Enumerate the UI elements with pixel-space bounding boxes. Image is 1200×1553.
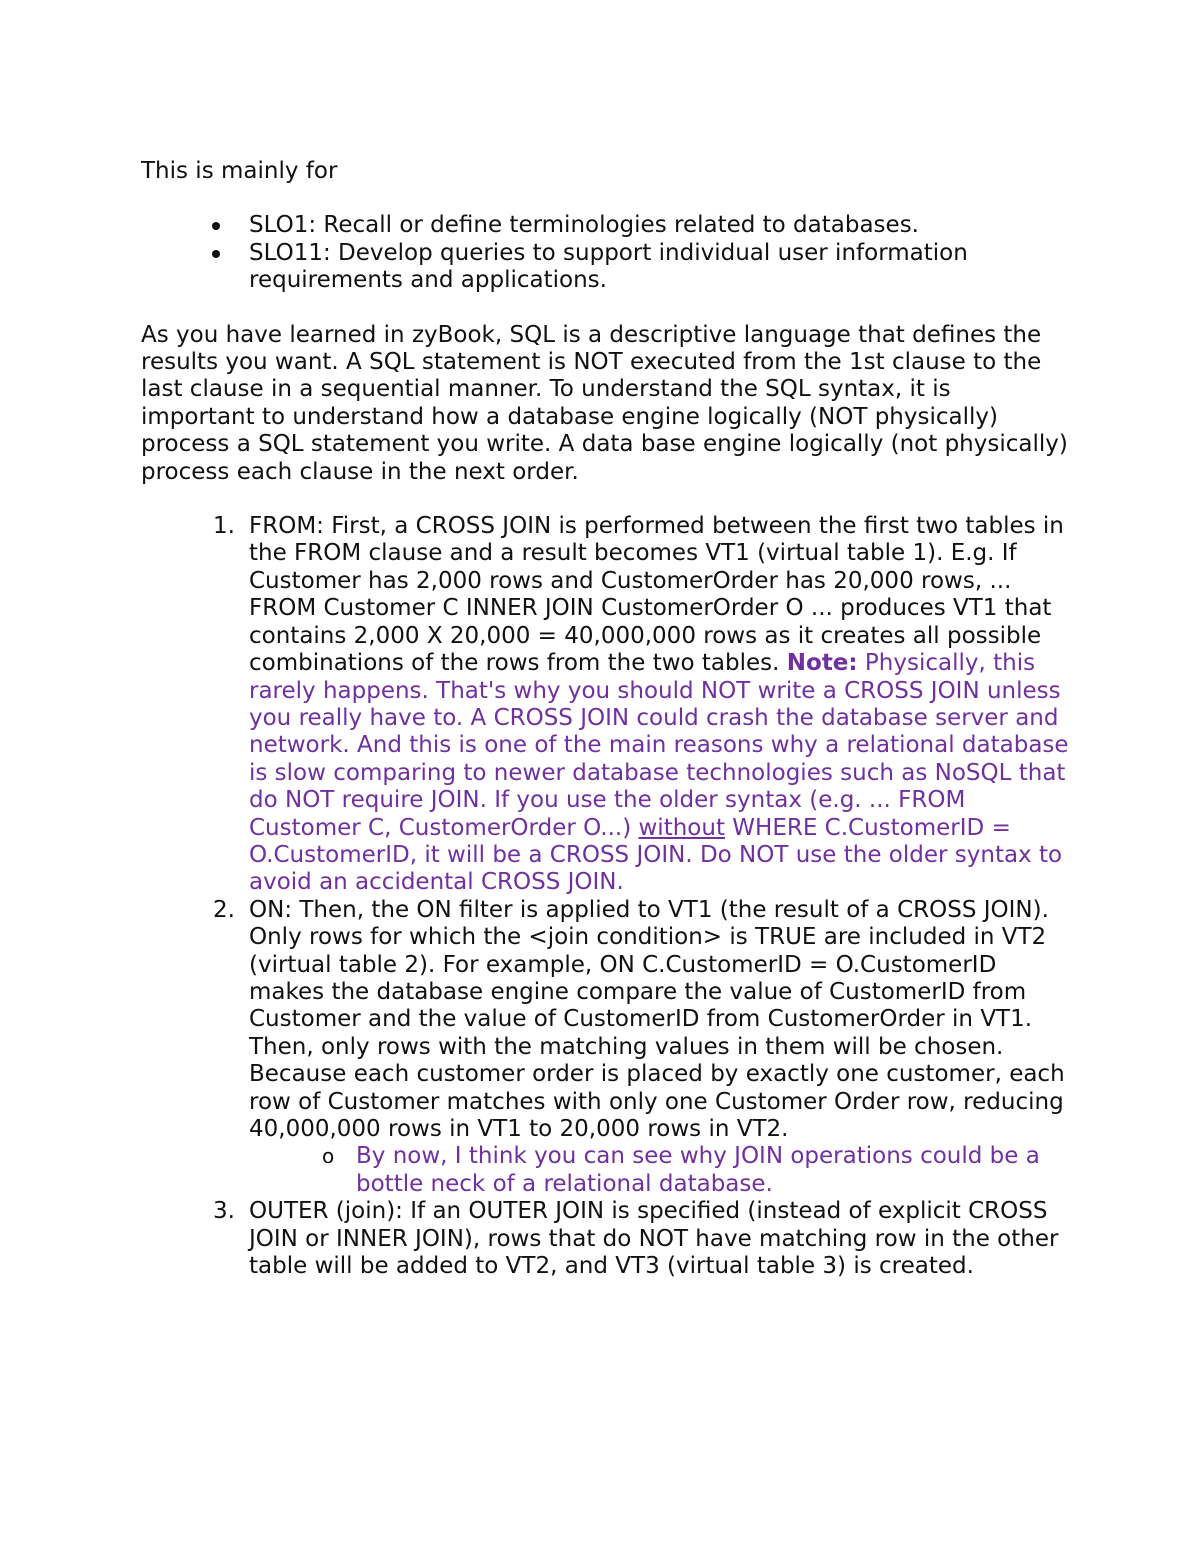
slo-list xyxy=(141,212,1071,294)
intro-line: This is mainly for xyxy=(141,158,338,184)
sub-bullet-text: By now, I think you can see why JOIN operations could be a bottle neck of a relational database. xyxy=(356,1143,1040,1197)
filled-bullet-icon xyxy=(212,222,220,230)
body-paragraph: As you have learned in zyBook, SQL is a descriptive language that defines the results you want. A SQL statement is NOT executed from the 1st clause to the last clause in a sequential manner. To understand the SQL syntax, it is important to understand how a database engine logically (NOT physically) process a SQL statement you write. A data base engine logically (not physically) process each clause in the next order. xyxy=(141,321,1068,485)
step-text: OUTER (join): If an OUTER JOIN is specified (instead of explicit CROSS JOIN or INNER JOIN), rows that do NOT have matching row in the other table will be added to VT2, and VT3 (virtual table 3) is created. xyxy=(249,1198,1059,1280)
step-number: 2. xyxy=(213,896,235,923)
document-page xyxy=(141,158,1071,1280)
step-text: ON: Then, the ON filter is applied to VT1 (the result of a CROSS JOIN). Only rows for which the <join condition> is TRUE are included in VT2 (virtual table 2). For example, ON C.CustomerID = O.CustomerID makes the database engine compare the value of CustomerID from Customer and the value of CustomerID from CustomerOrder in VT1. Then, only rows with the matching values in them will be chosen. Because each customer order is placed by exactly one customer, each row of Customer matches with only one Customer Order row, reducing 40,000,000 rows in VT1 to 20,000 rows in VT2. xyxy=(249,896,1065,1142)
slo-text: SLO1: Recall or define terminologies related to databases. xyxy=(249,212,919,239)
step-item-from xyxy=(141,513,1071,897)
processing-order-list xyxy=(141,513,1071,1280)
step-item-outer xyxy=(141,1198,1071,1280)
note-text: Physically, this rarely happens. That's why you should NOT write a CROSS JOIN unless you really have to. A CROSS JOIN could crash the database server and network. And this is one of the main reasons why a relational database is slow comparing to newer database technologies such as NoSQL that do NOT require JOIN. If you use the older syntax (e.g. ... FROM Customer C, CustomerOrder O...) xyxy=(249,650,1069,841)
note-text-continued: WHERE C.CustomerID = O.CustomerID, it will be a CROSS JOIN. Do NOT use the older syntax to avoid an accidental CROSS JOIN. xyxy=(249,814,1063,896)
slo-text: SLO11: Develop queries to support individual user information requirements and applications. xyxy=(249,239,968,294)
step-text: FROM: First, a CROSS JOIN is performed between the first two tables in the FROM clause and a result becomes VT1 (virtual table 1). E.g. If Customer has 2,000 rows and CustomerOrder has 20,000 rows, ... FROM Customer C INNER JOIN CustomerOrder O ... produces VT1 that contains 2,000 X 20,000 = 40,000,000 rows as it creates all possible combinations of the rows from the two tables. xyxy=(249,513,1064,677)
step-number: 3. xyxy=(213,1198,235,1225)
step-number: 1. xyxy=(213,513,235,540)
note-underlined-word: without xyxy=(638,814,725,841)
step-item-on xyxy=(141,897,1071,1198)
slo-item xyxy=(141,240,1071,295)
slo-item xyxy=(141,212,1071,239)
sub-bullet-item xyxy=(249,1143,1071,1198)
sub-bullet-list xyxy=(249,1143,1071,1198)
filled-bullet-icon xyxy=(212,250,220,258)
hollow-bullet-icon: o xyxy=(322,1144,335,1169)
note-label: Note: xyxy=(786,650,858,677)
